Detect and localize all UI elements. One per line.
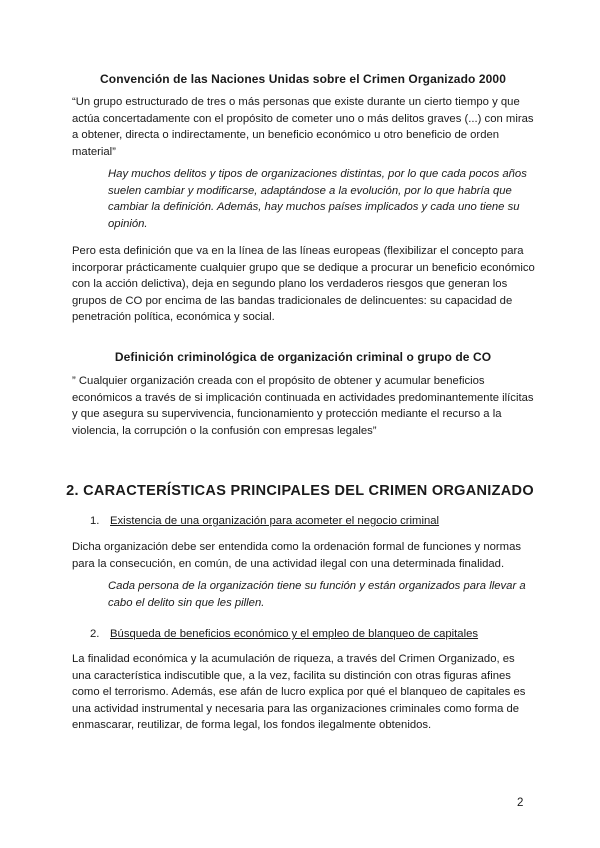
- item-1-paragraph: Dicha organización debe ser entendida como la ordenación formal de funciones y normas para la consecución, en común, de una actividad ilegal con una determinada finalidad.: [72, 541, 522, 570]
- section-title: 2. CARACTERÍSTICAS PRINCIPALES DEL CRIMEN ORGANIZADO: [66, 483, 534, 499]
- page-number: 2: [517, 797, 524, 809]
- item-1-note: Cada persona de la organización tiene su función y están organizados para llevar a cabo el delito sin que les pillen.: [108, 580, 526, 609]
- list-item-2-title: Búsqueda de beneficios económico y el empleo de blanqueo de capitales: [110, 628, 479, 640]
- list-item-2-number: 2.: [90, 628, 100, 640]
- list-item-1-number: 1.: [90, 515, 100, 527]
- quote-un-convention: “Un grupo estructurado de tres o más personas que existe durante un cierto tiempo y que actúa concertadamente con el propósito de cometer uno o más delitos graves (...) con miras a obtener, directa o indirectamente, un beneficio económico u otro beneficio de orden material”: [72, 96, 534, 158]
- list-item-2: [90, 626, 530, 643]
- paragraph-definition-critique: Pero esta definición que va en la línea de las líneas europeas (flexibilizar el concepto para incorporar prácticamente cualquier grupo que se dedique a procurar un beneficio económico con la acción delictiva), deja en segundo plano los verdaderos riesgos que generan los grupos de CO por encima de las bandas tradicionales de delincuentes: su capacidad de penetración política, económica y social.: [72, 245, 535, 323]
- note-un-convention: Hay muchos delitos y tipos de organizaciones distintas, por lo que cada pocos años suelen cambiar y modificarse, adaptándose a la evolución, por lo que habría que cambiar la definición. Además, hay muchos países implicados y cada uno tiene su opinión.: [108, 168, 527, 230]
- heading-criminological-definition: Definición criminológica de organización criminal o grupo de CO: [114, 350, 492, 364]
- list-item-1-title: Existencia de una organización para acometer el negocio criminal: [110, 515, 440, 527]
- heading-un-convention: Convención de las Naciones Unidas sobre el Crimen Organizado 2000: [100, 72, 506, 86]
- item-2-paragraph: La finalidad económica y la acumulación de riqueza, a través del Crimen Organizado, es una característica indiscutible que, a la vez, facilita su distinción con otras figuras afines como el terrorismo. Además, ese afán de lucro explica por qué el blanqueo de capitales es una actividad instrumental y necesaria para las organizaciones criminales como forma de enmascarar, reutilizar, de forma legal, los fondos ilegalmente obtenidos.: [72, 653, 526, 731]
- list-item-1: [90, 513, 530, 530]
- quote-criminological-definition: ” Cualquier organización creada con el propósito de obtener y acumular beneficios económicos a través de si implicación continuada en actividades predominantemente ilícitas y que asegura su supervivencia, funcionamiento y protección mediante el recurso a la violencia, la corrupción o la confusión con empresas legales”: [72, 375, 534, 437]
